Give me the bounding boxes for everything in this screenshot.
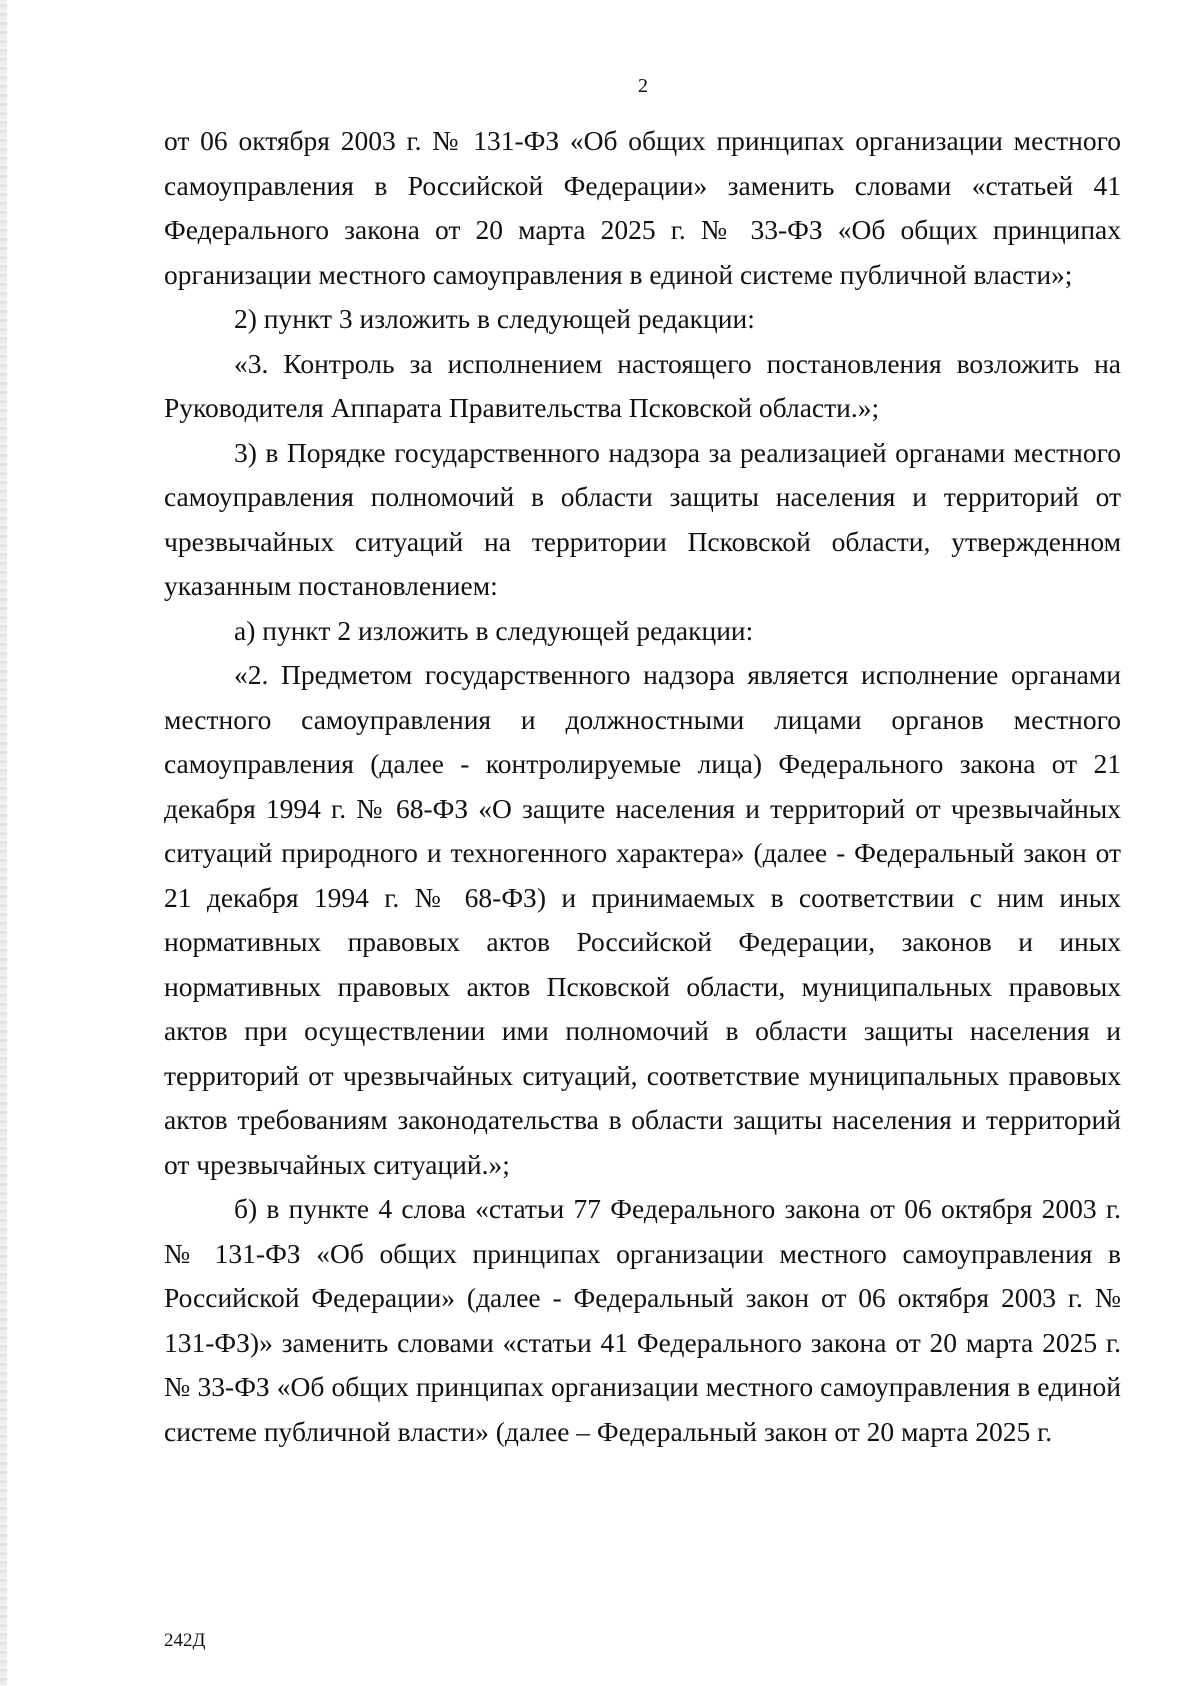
footer-document-code: 242Д <box>164 1630 206 1651</box>
document-body <box>164 119 1121 1454</box>
paragraph-subitem-a-text: «2. Предметом государственного надзора является исполнение органами местного самоуправления и должностными лицами органов местного самоуправления (далее - контролируемые лица) Федерального закона от 21 декабря 1994 г. № 68-ФЗ «О защите населения и территорий от чрезвычайных ситуаций природного и техногенного характера» (далее - Федеральный закон от 21 декабря 1994 г. № 68-ФЗ) и принимаемых в соответствии с ним иных нормативных правовых актов Российской Федерации, законов и иных нормативных правовых актов Псковской области, муниципальных правовых актов при осуществлении ими полномочий в области защиты населения и территорий от чрезвычайных ситуаций, соответствие муниципальных правовых актов требованиям законодательства в области защиты населения и территорий от чрезвычайных ситуаций.»; <box>164 659 1121 1180</box>
paragraph-subitem-b: б) в пункте 4 слова «статьи 77 Федерального закона от 06 октября 2003 г. № 131-ФЗ «Об общих принципах организации местного самоуправления в Российской Федерации» (далее - Федеральный закон от 06 октября 2003 г. № 131-ФЗ)» заменить словами «статьи 41 Федерального закона от 20 марта 2025 г. № 33-ФЗ «Об общих принципах организации местного самоуправления в единой системе публичной власти» (далее – Федеральный закон от 20 марта 2025 г. <box>164 1193 1121 1447</box>
paragraph-subitem-a: а) пункт 2 изложить в следующей редакции: <box>234 614 754 646</box>
paragraph-item-3-order: 3) в Порядке государственного надзора за реализацией органами местного самоуправления полномочий в области защиты населения и территорий от чрезвычайных ситуаций на территории Псковской области, утвержденном указанным постановлением: <box>164 436 1121 601</box>
paragraph-item-2: 2) пункт 3 изложить в следующей редакции: <box>234 303 755 334</box>
page-number: 2 <box>638 75 648 97</box>
paragraph-item-3-text: «3. Контроль за исполнением настоящего постановления возложить на Руководителя Аппарата Правительства Псковской области.»; <box>164 347 1121 423</box>
scan-edge <box>0 0 7 1686</box>
paragraph-continuation: от 06 октября 2003 г. № 131-ФЗ «Об общих принципах организации местного самоуправления в Российской Федерации» заменить словами «статьей 41 Федерального закона от 20 марта 2025 г. № 33-ФЗ «Об общих принципах организации местного самоуправления в единой системе публичной власти»; <box>164 125 1121 290</box>
